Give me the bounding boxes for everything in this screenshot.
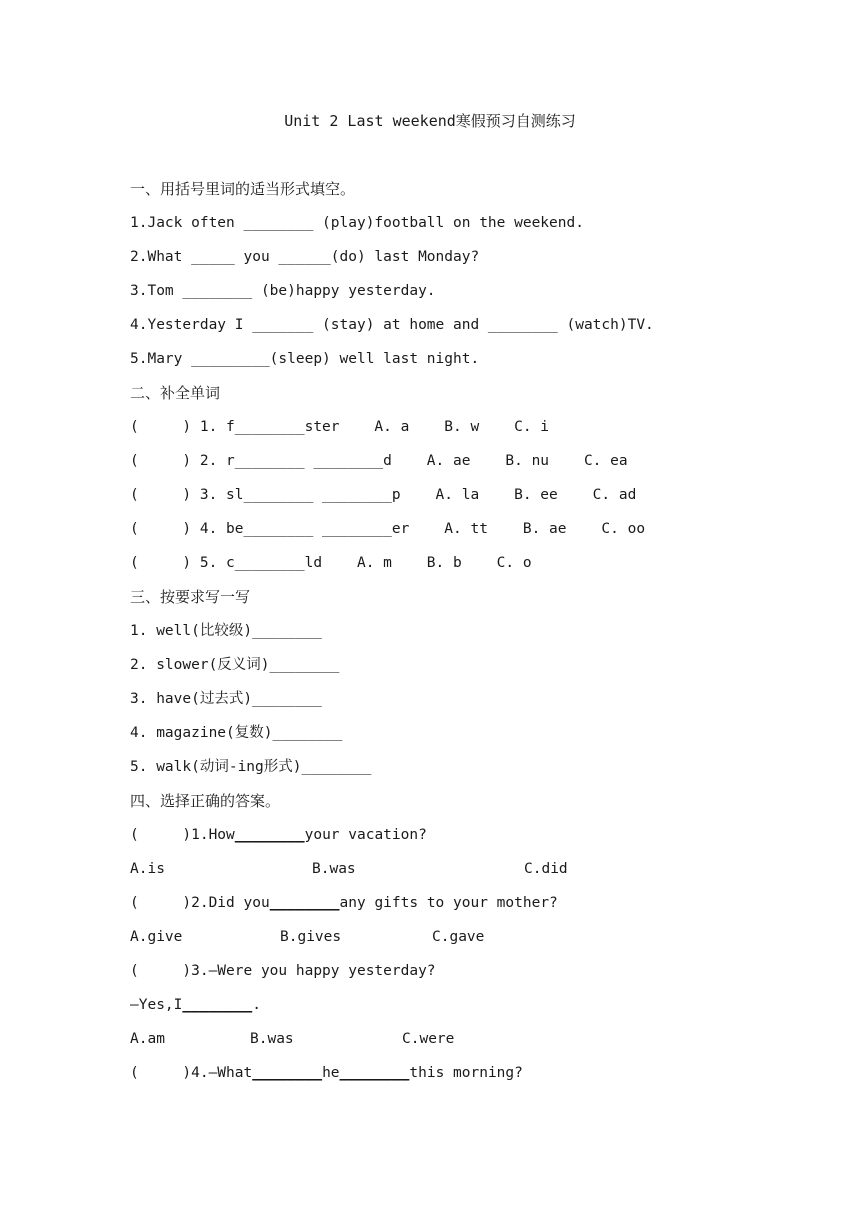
question-text: ( )2.Did you [130,895,270,911]
section1-item: 4.Yesterday I _______ (stay) at home and ________ (watch)TV. [130,317,654,333]
section1-item: 2.What _____ you ______(do) last Monday? [130,249,480,265]
section1-item: 5.Mary _________(sleep) well last night. [130,351,480,367]
question-text: ( )4.—What [130,1065,253,1081]
section3-item: 3. have(过去式)________ [130,691,322,707]
section1-item: 3.Tom ________ (be)happy yesterday. [130,283,436,299]
worksheet-title: Unit 2 Last weekend寒假预习自测练习 [284,112,576,130]
section2-item: ( ) 3. sl________ ________p A. la B. ee C. ad [130,487,637,503]
question-text: any gifts to your mother? [339,895,558,911]
option-c: C.gave [432,929,485,945]
option-a: A.is [130,861,165,877]
section3-item: 2. slower(反义词)________ [130,657,340,673]
question-text: this morning? [409,1065,523,1081]
section4-options-1 [130,855,810,889]
answer-blank: ________ [252,1065,323,1081]
section4-answer-3 [130,991,810,1025]
answer-blank: ________ [182,997,253,1013]
question-text: ( )1.How [130,827,235,843]
answer-blank: ________ [234,827,305,843]
section4-question-3 [130,957,810,991]
option-b: B.was [250,1031,294,1047]
section3-heading: 三、按要求写一写 [130,588,251,606]
worksheet-content [130,175,810,1093]
option-b: B.was [312,861,356,877]
answer-text: —Yes,I [130,997,183,1013]
question-text: he [322,1065,340,1081]
section4-question-1 [130,821,810,855]
option-c: C.did [524,861,568,877]
answer-blank: ________ [269,895,340,911]
section4-question-4 [130,1059,810,1093]
option-c: C.were [402,1031,455,1047]
option-a: A.give [130,929,183,945]
answer-text: . [252,997,261,1013]
section2-heading: 二、补全单词 [130,384,221,402]
section2-item: ( ) 5. c________ld A. m B. b C. o [130,555,532,571]
option-a: A.am [130,1031,165,1047]
section2-item: ( ) 2. r________ ________d A. ae B. nu C. ea [130,453,628,469]
section1-item: 1.Jack often ________ (play)football on the weekend. [130,215,584,231]
section4-question-2 [130,889,810,923]
section2-item: ( ) 1. f________ster A. a B. w C. i [130,419,550,435]
section4-options-2 [130,923,810,957]
option-b: B.gives [280,929,342,945]
section3-item: 4. magazine(复数)________ [130,725,343,741]
question-text: ( )3.—Were you happy yesterday? [130,963,436,979]
section3-item: 1. well(比较级)________ [130,623,322,639]
section4-options-3 [130,1025,810,1059]
section1-heading: 一、用括号里词的适当形式填空。 [130,180,356,198]
section2-item: ( ) 4. be________ ________er A. tt B. ae C. oo [130,521,646,537]
answer-blank: ________ [339,1065,410,1081]
section4-heading: 四、选择正确的答案。 [130,792,281,810]
section3-item: 5. walk(动词-ing形式)________ [130,759,372,775]
question-text: your vacation? [304,827,427,843]
